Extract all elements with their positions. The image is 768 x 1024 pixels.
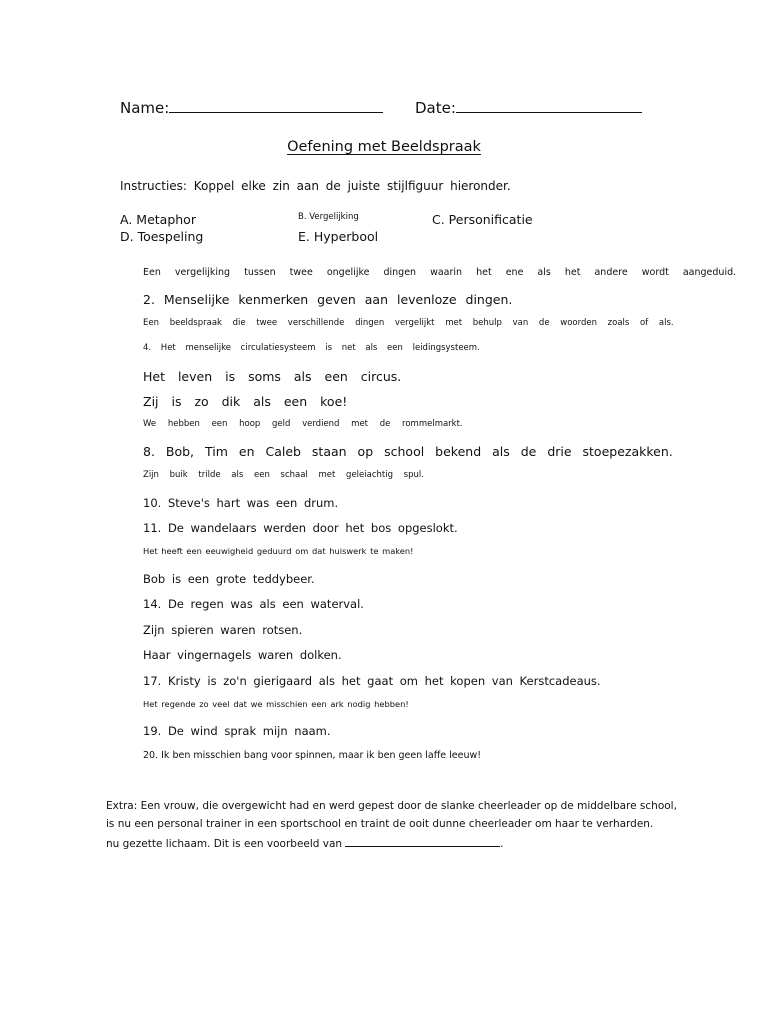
extra-answer-blank[interactable] [345, 836, 500, 847]
extra-line-3 [106, 836, 503, 850]
date-blank[interactable] [456, 98, 642, 113]
name-blank[interactable] [169, 98, 383, 113]
date-field [415, 98, 642, 117]
list-item-13: Bob is een grote teddybeer. [143, 572, 315, 586]
list-item-16: Haar vingernagels waren dolken. [143, 648, 342, 662]
list-item-1: Een vergelijking tussen twee ongelijke dingen waarin het ene als het andere wordt aangeduid. [143, 267, 737, 278]
list-item-14: 14. De regen was als een waterval. [143, 597, 364, 611]
name-field [120, 98, 383, 117]
list-item-7: We hebben een hoop geld verdiend met de rommelmarkt. [143, 419, 463, 429]
list-item-3: Een beeldspraak die twee verschillende dingen vergelijkt met behulp van de woorden zoals of als. [143, 318, 674, 328]
list-item-6: Zij is zo dik als een koe! [143, 394, 348, 409]
date-label: Date: [415, 99, 456, 117]
option-c: C. Personificatie [432, 212, 533, 227]
page-title-text: Oefening met Beeldspraak [287, 139, 481, 155]
extra-line-2: is nu een personal trainer in een sportschool en traint de ooit dunne cheerleader om haar te verharden. [106, 818, 654, 830]
list-item-17: 17. Kristy is zo'n gierigaard als het gaat om het kopen van Kerstcadeaus. [143, 674, 601, 688]
option-a: A. Metaphor [120, 212, 196, 227]
list-item-11: 11. De wandelaars werden door het bos opgeslokt. [143, 521, 458, 535]
list-item-15: Zijn spieren waren rotsen. [143, 623, 303, 637]
extra-line-3-text: nu gezette lichaam. Dit is een voorbeeld van [106, 838, 343, 850]
list-item-8: 8. Bob, Tim en Caleb staan op school bekend als de drie stoepezakken. [143, 444, 673, 459]
page-title [0, 139, 768, 155]
list-item-20: 20. Ik ben misschien bang voor spinnen, maar ik ben geen laffe leeuw! [143, 750, 482, 761]
instructions: Instructies: Koppel elke zin aan de juiste stijlfiguur hieronder. [120, 179, 511, 193]
list-item-12: Het heeft een eeuwigheid geduurd om dat huiswerk te maken! [143, 546, 414, 556]
name-label: Name: [120, 99, 170, 117]
list-item-19: 19. De wind sprak mijn naam. [143, 724, 331, 738]
option-b: B. Vergelijking [298, 212, 359, 222]
list-item-18: Het regende zo veel dat we misschien een ark nodig hebben! [143, 699, 409, 709]
option-d: D. Toespeling [120, 229, 204, 244]
list-item-2: 2. Menselijke kenmerken geven aan levenloze dingen. [143, 292, 513, 307]
extra-line-3-end: . [500, 838, 504, 850]
list-item-10: 10. Steve's hart was een drum. [143, 496, 339, 510]
list-item-9: Zijn buik trilde als een schaal met geleiachtig spul. [143, 470, 424, 480]
option-e: E. Hyperbool [298, 229, 379, 244]
list-item-4: 4. Het menselijke circulatiesysteem is net als een leidingsysteem. [143, 343, 480, 353]
list-item-5: Het leven is soms als een circus. [143, 369, 402, 384]
extra-line-1: Extra: Een vrouw, die overgewicht had en werd gepest door de slanke cheerleader op de middelbare school, [106, 800, 677, 812]
